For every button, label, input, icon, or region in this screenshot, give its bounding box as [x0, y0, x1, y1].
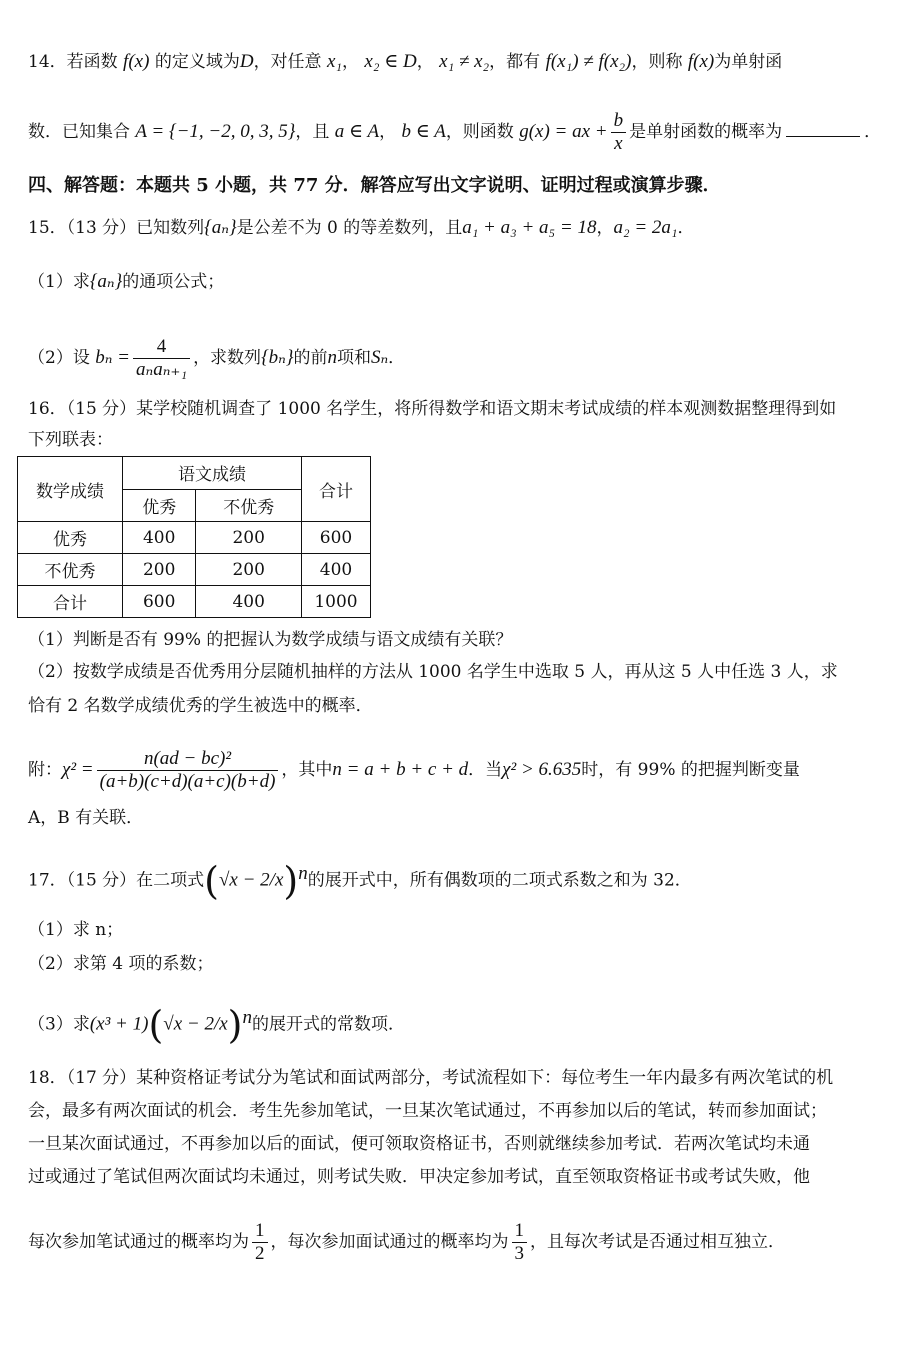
q16-part2-line1: （2）按数学成绩是否优秀用分层随机抽样的方法从 1000 名学生中选取 5 人，再从这 5 人中任选 3 人，求: [28, 662, 838, 682]
q16-note-tail: A，B 有关联．: [28, 808, 144, 828]
table-row: 合计 600 400 1000: [18, 586, 371, 618]
header-not-excellent: 不优秀: [196, 489, 302, 522]
q18-line5: 每次参加笔试通过的概率均为 $\frac{1}{2}$ ，每次参加面试通过的概率均为 $\frac{1}{3}$ ，且每次考试是否通过相互独立．: [28, 1220, 785, 1264]
q16-stem-line1: 16．（15 分）某学校随机调查了 1000 名学生，将所得数学和语文期末考试成绩的样本观测数据整理得到如: [28, 399, 837, 419]
fraction-bn: $\frac{4}{\text{aₙaₙ₊₁}}$: [133, 336, 190, 381]
section-heading: 四、解答题：本题共 5 小题，共 77 分．解答应写出文字说明、证明过程或演算步骤．: [28, 175, 721, 196]
header-chinese: 语文成绩: [123, 457, 302, 490]
header-math: 数学成绩: [18, 457, 123, 522]
q16-part1: （1）判断是否有 99% 的把握认为数学成绩与语文成绩有关联？: [28, 630, 513, 650]
q16-stem-line2: 下列联表：: [28, 430, 113, 450]
answer-blank: [786, 120, 860, 137]
binomial-expression: √x − 2/x: [219, 869, 284, 891]
q16-note: 附：χ² = $\frac{\text{n(ad − bc)²}}{(a+b)(c+d)(a+c)(b+d)}$ ，其中n = a + b + c + d．当χ² > 6.635时，有 99% 的把握判断变量: [28, 748, 800, 792]
q17-part3: （3）求$(x^3 + 1)(√x - 2/x)^n$的展开式的常数项．: [28, 1003, 405, 1048]
q14-line2: 数．已知集合 A = {−1, −2, 0, 3, 5}，且 a ∈ A， b ∈ A，则函数 g(x) = ax + $\frac{b}{x}$ 是单射函数的概率为 ．: [28, 110, 882, 154]
table-row: 不优秀 200 200 400: [18, 554, 371, 586]
q17-part2: （2）求第 4 项的系数；: [28, 954, 214, 974]
math-fx: f(x): [123, 51, 150, 72]
fraction-b-over-x: $\frac{b}{x}$: [611, 110, 627, 155]
math-set-A: A = {−1, −2, 0, 3, 5}: [135, 121, 296, 142]
q17-part1: （1）求 n；: [28, 920, 124, 940]
q18-line1: 18．（17 分）某种资格证考试分为笔试和面试两部分，考试流程如下：每位考生一年内最多有两次笔试的机: [28, 1068, 834, 1088]
q18-line4: 过或通过了笔试但两次面试均未通过，则考试失败．甲决定参加考试，直至领取资格证书或考试失败，他: [28, 1167, 810, 1187]
q16-part2-line2: 恰有 2 名数学成绩优秀的学生被选中的概率．: [28, 696, 373, 716]
fraction-one-third: $\frac{1}{3}$: [512, 1220, 528, 1265]
header-excellent: 优秀: [123, 489, 196, 522]
fraction-one-half: $\frac{1}{2}$: [252, 1220, 268, 1265]
q14-line1: 14．若函数 f(x) 的定义域为D，对任意 x₁， x₂ ∈ D， x₁ ≠ x₂，都有 f(x₁) ≠ f(x₂)，则称 f(x)为单射函: [28, 51, 783, 72]
table-row: 优秀 400 200 600: [18, 522, 371, 554]
q17-stem: 17．（15 分）在二项式$(√x - 2/x)^n$的展开式中，所有偶数项的二项式系数之和为 32．: [28, 859, 692, 904]
q18-line3: 一旦某次面试通过，不再参加以后的面试，便可领取资格证书，否则就继续参加考试．若两次笔试均未通: [28, 1134, 810, 1154]
contingency-table: [17, 456, 371, 618]
fraction-chi-square: $\frac{\text{n(ad − bc)²}}{(a+b)(c+d)(a+c)(b+d)}$: [97, 748, 279, 793]
q15-part2: （2）设 bₙ = $\frac{4}{\text{aₙaₙ₊₁}}$ ，求数列{bₙ}的前n项和Sₙ．: [28, 336, 406, 380]
q15-stem: 15．（13 分）已知数列{aₙ}是公差不为 0 的等差数列，且a₁ + a₃ + a₅ = 18，a₂ = 2a₁．: [28, 217, 695, 238]
header-total: 合计: [302, 457, 371, 522]
q15-part1: （1）求{aₙ}的通项公式；: [28, 271, 225, 292]
q18-line2: 会，最多有两次面试的机会．考生先参加笔试，一旦某次笔试通过，不再参加以后的笔试，转而参加面试；: [28, 1101, 827, 1121]
